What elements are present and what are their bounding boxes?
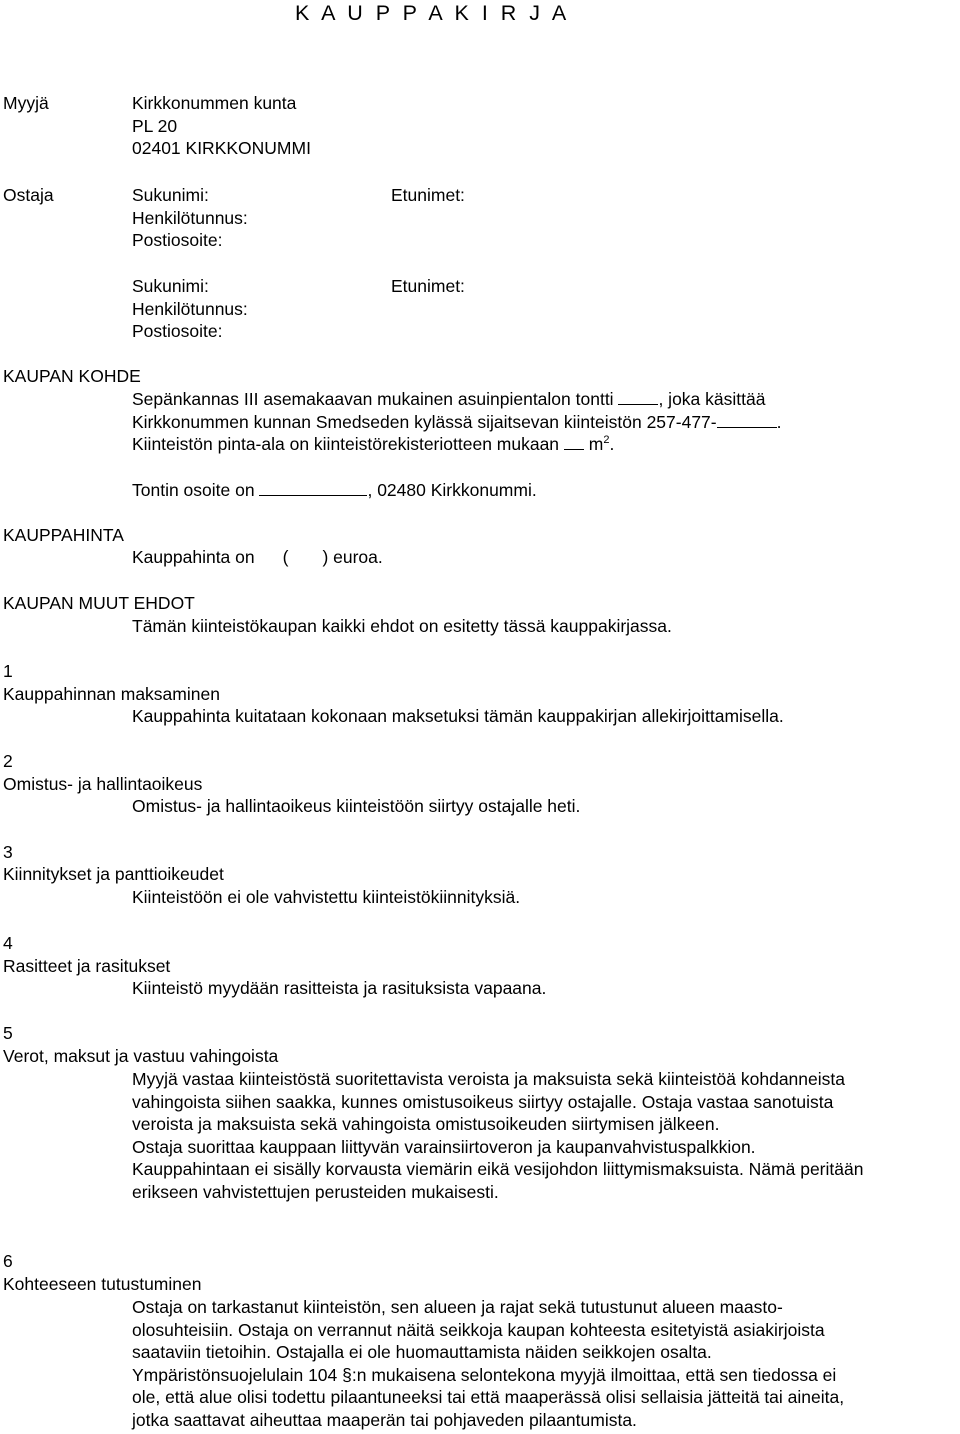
subject-heading: KAUPAN KOHDE xyxy=(3,366,141,386)
seller-line: PL 20 xyxy=(132,115,178,136)
ssn-label: Henkilötunnus: xyxy=(132,207,248,228)
firstnames-label: Etunimet: xyxy=(391,185,465,205)
section-body: Myyjä vastaa kiinteistöstä suoritettavista veroista ja maksuista sekä kiinteistöä kohdanneista vahingoista siihen saakka, kunnes omistusoikeus siirtyy ostajalle. Ostaja vastaa sanotuista veroista ja maksuista sekä vahingoista omistusoikeuden siirtymisen jälkeen. Ostaja suorittaa kauppaan liittyvän varainsiirtoveron ja kaupanvahvistuspalkkion. Kauppahintaan ei sisälly korvausta viemärin eikä vesijohdon liittymismaksuista. Nämä peritään erikseen vahvistettujen perusteiden mukaisesti. xyxy=(132,1069,864,1202)
section-body: Ostaja on tarkastanut kiinteistön, sen alueen ja rajat sekä tutustunut alueen maasto- olosuhteisiin. Ostaja on verrannut näitä seikkoja kaupan kohteesta esitetyistä asiakirjoista saataviin tietoihin. Ostajalla ei ole huomauttamista näiden seikkojen osalta. Ympäristönsuojelulain 104 §:n mukaisena selontekona myyjä ilmoittaa, että sen tiedossa ei ole, että alue olisi todettu pilaantuneeksi tai että maaperässä olisi sellaisia jätteitä tai aineita, jotka saattavat aiheuttaa maaperän tai pohjaveden pilaantumista. xyxy=(132,1297,845,1430)
section-heading: Rasitteet ja rasitukset xyxy=(3,956,171,976)
seller-label: Myyjä xyxy=(3,93,49,113)
blank-field xyxy=(259,479,367,496)
buyer-2-fields xyxy=(132,275,248,343)
section-number: 3 xyxy=(3,842,13,862)
subject-line-3: Kiinteistön pinta-ala on kiinteistörekisteriotteen mukaan $m^2$. xyxy=(132,434,615,454)
section-body: Omistus- ja hallintaoikeus kiinteistöön siirtyy ostajalle heti. xyxy=(132,796,581,816)
section-heading: Kohteeseen tutustuminen xyxy=(3,1274,202,1294)
other-terms-text: Tämän kiinteistökaupan kaikki ehdot on esitetty tässä kauppakirjassa. xyxy=(132,616,672,636)
section-number: 4 xyxy=(3,933,13,953)
section-number: 5 xyxy=(3,1023,13,1043)
blank-field xyxy=(564,433,584,450)
subject-text xyxy=(132,388,782,456)
section-number: 6 xyxy=(3,1251,13,1271)
buyer-1-fields xyxy=(132,184,248,252)
address-label: Postiosoite: xyxy=(132,230,223,250)
section-number: 1 xyxy=(3,661,13,681)
section-body: Kiinteistö myydään rasitteista ja rasituksista vapaana. xyxy=(132,978,547,998)
other-terms-heading: KAUPAN MUUT EHDOT xyxy=(3,593,195,613)
buyer-label: Ostaja xyxy=(3,185,54,205)
surname-label: Sukunimi: xyxy=(132,185,209,205)
price-heading: KAUPPAHINTA xyxy=(3,525,124,545)
surname-label: Sukunimi: xyxy=(132,276,209,296)
document-title: K A U P P A K I R J A xyxy=(295,1,570,25)
address-label: Postiosoite: xyxy=(132,321,223,341)
section-number: 2 xyxy=(3,751,13,771)
plot-address: Tontin osoite on , 02480 Kirkkonummi. xyxy=(132,480,537,500)
subject-line-1: Sepänkannas III asemakaavan mukainen asuinpientalon tontti , joka käsittää xyxy=(132,389,766,409)
seller-address xyxy=(132,92,311,160)
firstnames-label: Etunimet: xyxy=(391,276,465,296)
section-heading: Omistus- ja hallintaoikeus xyxy=(3,774,203,794)
subject-line-2: Kirkkonummen kunnan Smedseden kylässä sijaitsevan kiinteistön 257-477- . xyxy=(132,411,782,432)
section-heading: Kauppahinnan maksaminen xyxy=(3,684,220,704)
price-text: Kauppahinta on ( ) euroa. xyxy=(132,547,383,567)
section-body: Kiinteistöön ei ole vahvistettu kiinteistökiinnityksiä. xyxy=(132,887,521,907)
section-heading: Kiinnitykset ja panttioikeudet xyxy=(3,864,224,884)
section-heading: Verot, maksut ja vastuu vahingoista xyxy=(3,1046,279,1066)
ssn-label: Henkilötunnus: xyxy=(132,298,248,319)
blank-field xyxy=(717,411,777,428)
seller-line: Kirkkonummen kunta xyxy=(132,93,297,113)
blank-field xyxy=(618,388,658,405)
section-body: Kauppahinta kuitataan kokonaan maksetuksi tämän kauppakirjan allekirjoittamisella. xyxy=(132,706,784,726)
seller-line: 02401 KIRKKONUMMI xyxy=(132,138,311,158)
